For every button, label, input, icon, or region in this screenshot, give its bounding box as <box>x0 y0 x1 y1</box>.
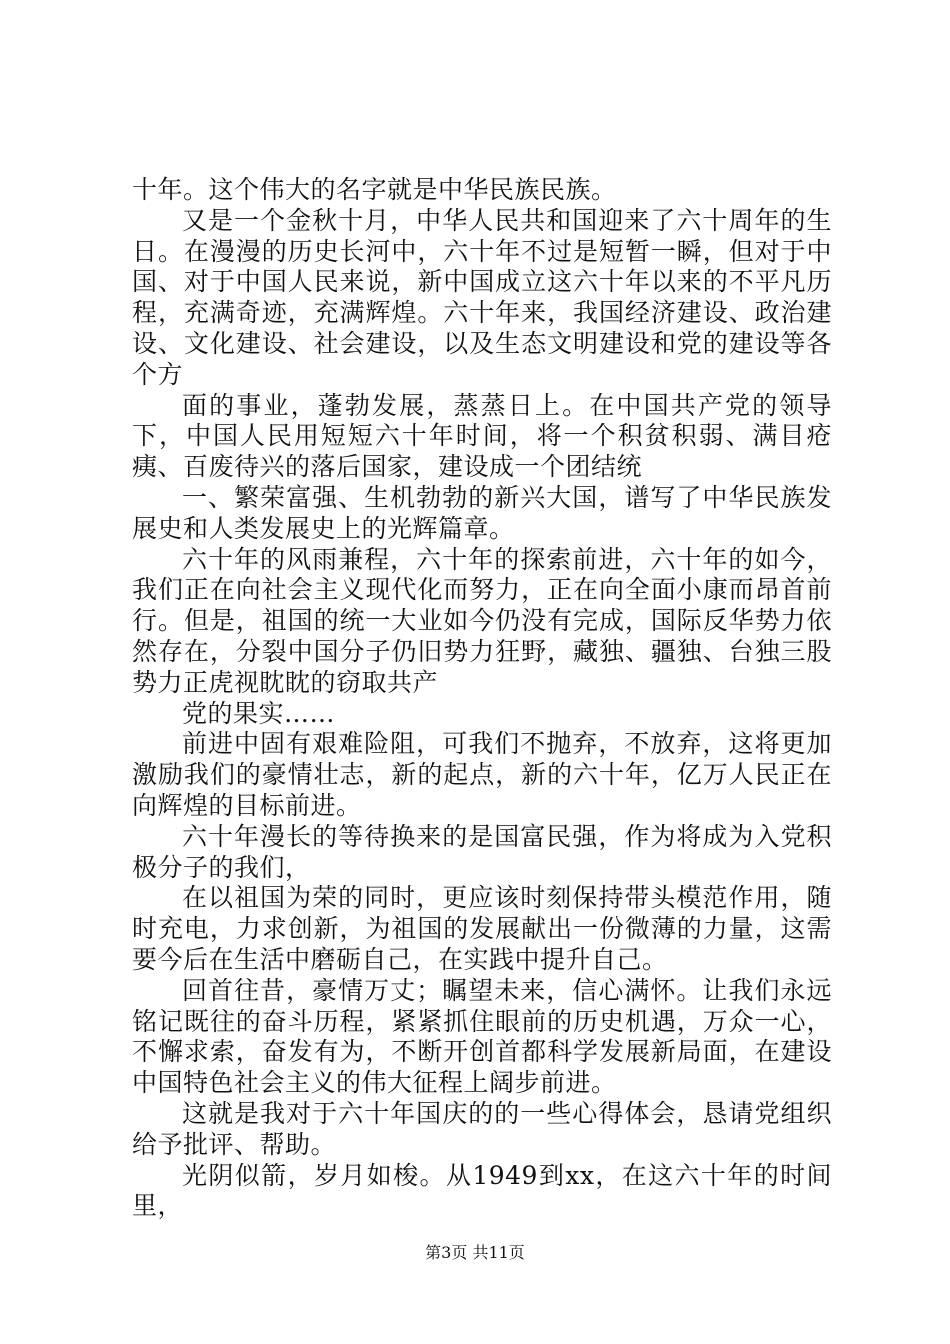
paragraph-9: 在以祖国为荣的同时，更应该时刻保持带头模范作用，随时充电，力求创新，为祖国的发展献出一份微薄的力量，这需要今后在生活中磨砺自己，在实践中提升自己。 <box>132 883 832 974</box>
paragraph-4: 一、繁荣富强、生机勃勃的新兴大国，谱写了中华民族发展史和人类发展史上的光辉篇章。 <box>132 482 832 543</box>
paragraph-11: 这就是我对于六十年国庆的的一些心得体会，恳请党组织给予批评、帮助。 <box>132 1098 832 1159</box>
paragraph-7: 前进中固有艰难险阻，可我们不抛弃，不放弃，这将更加激励我们的豪情壮志，新的起点，新的六十年，亿万人民正在向辉煌的目标前进。 <box>132 729 832 820</box>
document-body <box>132 175 832 1222</box>
paragraph-8: 六十年漫长的等待换来的是国富民强，作为将成为入党积极分子的我们， <box>132 821 832 882</box>
paragraph-2: 又是一个金秋十月，中华人民共和国迎来了六十周年的生日。在漫漫的历史长河中，六十年不过是短暂一瞬，但对于中国、对于中国人民来说，新中国成立这六十年以来的不平凡历程，充满奇迹，充满辉煌。六十年来，我国经济建设、政治建设、文化建设、社会建设，以及生态文明建设和党的建设等各个方 <box>132 205 832 389</box>
paragraph-12: 光阴似箭，岁月如梭。从1949到xx，在这六十年的时间里， <box>132 1160 832 1221</box>
paragraph-10: 回首往昔，豪情万丈；瞩望未来，信心满怀。让我们永远铭记既往的奋斗历程，紧紧抓住眼前的历史机遇，万众一心，不懈求索，奋发有为，不断开创首都科学发展新局面，在建设中国特色社会主义的伟大征程上阔步前进。 <box>132 975 832 1098</box>
paragraph-3: 面的事业，蓬勃发展，蒸蒸日上。在中国共产党的领导下，中国人民用短短六十年时间，将一个积贫积弱、满目疮痍、百废待兴的落后国家，建设成一个团结统 <box>132 390 832 482</box>
paragraph-5: 六十年的风雨兼程，六十年的探索前进，六十年的如今，我们正在向社会主义现代化而努力，正在向全面小康而昂首前行。但是，祖国的统一大业如今仍没有完成，国际反华势力依然存在，分裂中国分子仍旧势力狂野，藏独、疆独、台独三股势力正虎视眈眈的窃取共产 <box>132 544 832 697</box>
page-number-footer: 第3页 共11页 <box>425 1243 525 1262</box>
paragraph-1: 十年。这个伟大的名字就是中华民族民族。 <box>132 175 617 204</box>
paragraph-6: 党的果实…… <box>182 698 336 728</box>
